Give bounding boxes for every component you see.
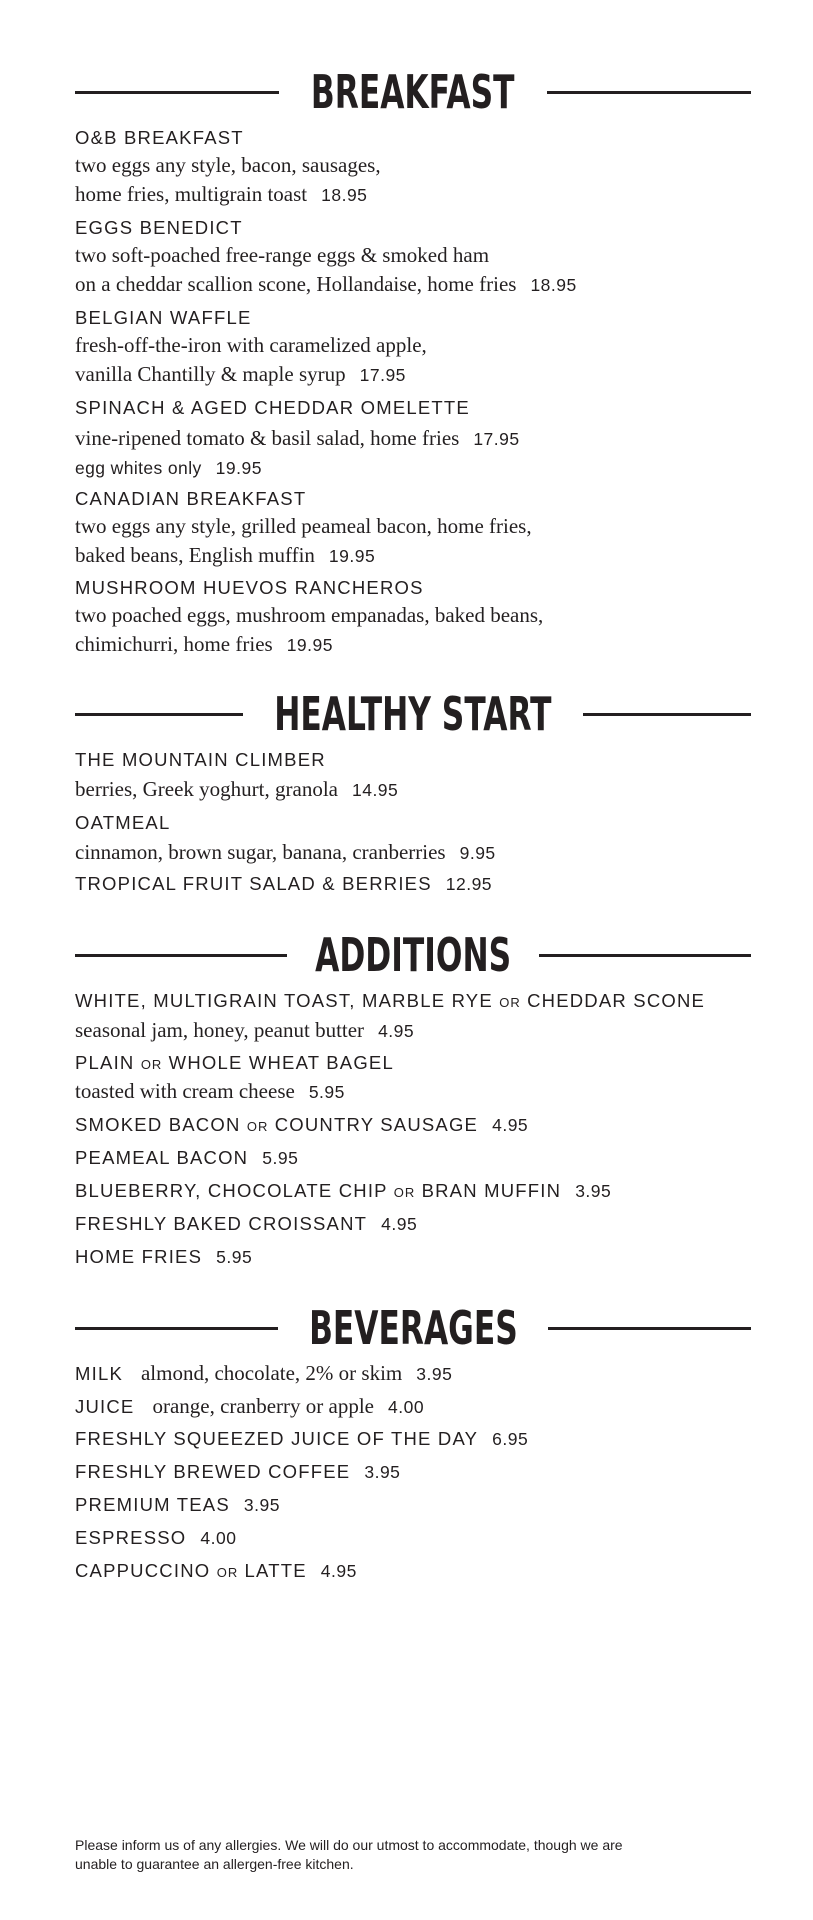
menu-item-name: BELGIAN WAFFLE [75,307,252,328]
menu-item-price: 4.95 [381,1214,418,1234]
section-title-breakfast: BREAKFAST [311,65,515,119]
menu-item-price: 19.95 [286,635,333,655]
menu-item-description: almond, chocolate, 2% or skim [140,1361,403,1385]
menu-item-name: BLUEBERRY, CHOCOLATE CHIP OR BRAN MUFFIN 3.95 [75,1180,612,1201]
menu-item-price: 4.95 [320,1561,357,1581]
header-rule-left [75,954,287,957]
menu-item-name: WHITE, MULTIGRAIN TOAST, MARBLE RYE OR CHEDDAR SCONE [75,990,706,1011]
menu-item-name: O&B BREAKFAST [75,127,244,148]
menu-item-price: 19.95 [328,546,376,566]
menu-item-description: baked beans, English muffin 19.95 [75,543,376,567]
menu-item-price: 5.95 [216,1247,253,1267]
section-title-additions: ADDITIONS [314,928,512,982]
menu-item-price: 4.95 [492,1115,529,1135]
header-rule-right [583,713,751,716]
menu-item-price: 12.95 [445,874,493,894]
menu-item-description: chimichurri, home fries 19.95 [75,632,333,656]
menu-item-description: cinnamon, brown sugar, banana, cranberries 9.95 [75,840,496,864]
menu-item-price: 9.95 [459,843,496,863]
menu-item-name: SPINACH & AGED CHEDDAR OMELETTE [75,397,470,418]
section-header-beverages [75,1298,751,1358]
allergy-notice [75,1836,735,1874]
menu-item-name: EGGS BENEDICT [75,217,243,238]
menu-item-description: two eggs any style, bacon, sausages, [75,153,381,177]
header-rule-right [548,1327,751,1330]
menu-item-price: 5.95 [262,1148,299,1168]
menu-item-name: FRESHLY BAKED CROISSANT 4.95 [75,1213,418,1234]
menu-item-name: FRESHLY SQUEEZED JUICE OF THE DAY 6.95 [75,1428,529,1449]
section-title-healthy-start: HEALTHY START [274,687,552,741]
section-title-beverages: BEVERAGES [308,1301,518,1355]
section-header-healthy-start [75,684,751,744]
menu-item-name: THE MOUNTAIN CLIMBER [75,749,326,770]
menu-item-price: 14.95 [351,780,399,800]
menu-item-name: CANADIAN BREAKFAST [75,488,307,509]
section-header-additions [75,925,751,985]
menu-item-description: two poached eggs, mushroom empanadas, baked beans, [75,603,544,627]
menu-item-name: ESPRESSO 4.00 [75,1527,237,1548]
menu-item-name: JUICE orange, cranberry or apple 4.00 [75,1394,425,1418]
menu-item-name: MUSHROOM HUEVOS RANCHEROS [75,577,424,598]
menu-item-price: 4.00 [388,1397,425,1417]
menu-item-name: MILK almond, chocolate, 2% or skim 3.95 [75,1361,453,1385]
menu-item-price: 18.95 [321,185,368,205]
menu-item-name: PEAMEAL BACON 5.95 [75,1147,299,1168]
menu-item-price: 6.95 [492,1429,529,1449]
menu-item-name: HOME FRIES 5.95 [75,1246,253,1267]
menu-item-description: home fries, multigrain toast 18.95 [75,182,368,206]
menu-item-price: 3.95 [243,1495,280,1515]
menu-item-description: berries, Greek yoghurt, granola 14.95 [75,777,399,801]
menu-item-name: FRESHLY BREWED COFFEE 3.95 [75,1461,401,1482]
header-rule-right [547,91,751,94]
menu-item-name: SMOKED BACON OR COUNTRY SAUSAGE 4.95 [75,1114,529,1135]
menu-item-description: orange, cranberry or apple [152,1394,374,1418]
menu-item-option: egg whites only 19.95 [75,458,262,478]
menu-item-price: 4.00 [200,1528,237,1548]
menu-item-description: vine-ripened tomato & basil salad, home fries 17.95 [75,426,520,450]
menu-item-description: two soft-poached free-range eggs & smoked ham [75,243,490,267]
allergy-notice-line: unable to guarantee an allergen-free kitchen. [75,1856,354,1872]
menu-item-description: two eggs any style, grilled peameal bacon, home fries, [75,514,532,538]
menu-item-description: vanilla Chantilly & maple syrup 17.95 [75,362,406,386]
menu-item-name: PLAIN OR WHOLE WHEAT BAGEL [75,1052,394,1073]
menu-item-name: PREMIUM TEAS 3.95 [75,1494,280,1515]
menu-item-price: 3.95 [575,1181,612,1201]
menu-item-description: seasonal jam, honey, peanut butter 4.95 [75,1018,415,1042]
menu-item-price: 4.95 [378,1021,415,1041]
menu-item-price: 17.95 [473,429,520,449]
menu-item-price: 17.95 [359,365,406,385]
menu-item-name: CAPPUCCINO OR LATTE 4.95 [75,1560,357,1581]
allergy-notice-line: Please inform us of any allergies. We will do our utmost to accommodate, though we are [75,1837,623,1853]
menu-item-price: 18.95 [530,275,577,295]
header-rule-left [75,713,243,716]
menu-item-price: 5.95 [308,1082,345,1102]
header-rule-left [75,91,279,94]
menu-item-price: 3.95 [416,1364,453,1384]
section-header-breakfast [75,62,751,122]
menu-item-name: OATMEAL [75,812,171,833]
header-rule-right [539,954,751,957]
menu-item-price: 19.95 [215,458,262,478]
menu-item-price: 3.95 [364,1462,401,1482]
menu-item-description: on a cheddar scallion scone, Hollandaise, home fries 18.95 [75,272,577,296]
menu-item-name: TROPICAL FRUIT SALAD & BERRIES 12.95 [75,873,493,894]
header-rule-left [75,1327,278,1330]
menu-item-description: fresh-off-the-iron with caramelized apple, [75,333,427,357]
menu-item-description: toasted with cream cheese 5.95 [75,1079,345,1103]
